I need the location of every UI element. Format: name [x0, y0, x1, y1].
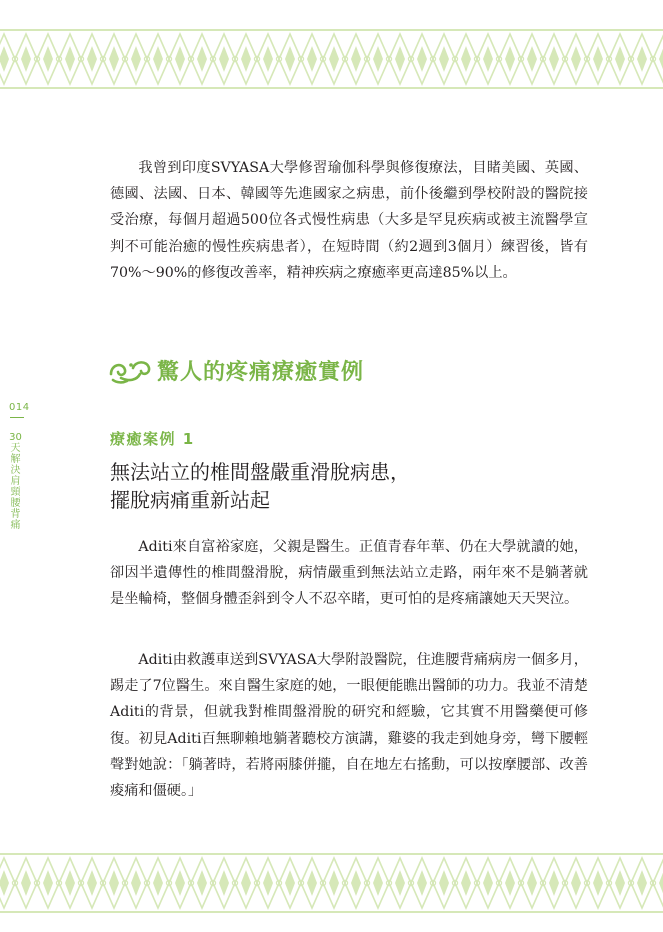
page-number: 014	[9, 402, 30, 413]
section-title: 驚人的疼痛療癒實例	[157, 358, 365, 385]
side-divider	[10, 417, 24, 418]
case-title	[110, 458, 590, 514]
case-title-line-1: 無法站立的椎間盤嚴重滑脫病患，	[110, 460, 410, 484]
body-paragraph-2: Aditi由救護車送到SVYASA大學附設醫院，住進腰背痛病房一個多月，踢走了7位醫生。來自醫生家庭的她，一眼便能瞧出醫師的功力。我並不清楚Aditi的背景，但就我對椎間盤滑脫的研究和經驗，它其實不用醫藥便可修復。初見Aditi百無聊賴地躺著聽校方演講，雞婆的我走到她身旁，彎下腰輕聲對她說：「躺著時，若將兩膝併攏，自在地左右搖動，可以按摩腰部、改善痠痛和僵硬。」	[110, 652, 588, 800]
bottom-decorative-border	[0, 852, 663, 914]
case-label: 療癒案例 1	[110, 430, 195, 448]
intro-paragraph: 我曾到印度SVYASA大學修習瑜伽科學與修復療法，目睹美國、英國、德國、法國、日本、韓國等先進國家之病患，前仆後繼到學校附設的醫院接受治療，每個月超過500位各式慢性病患（大多是罕見疾病或被主流醫學宣判不可能治癒的慢性疾病患者），在短時間（約2週到3個月）練習後，皆有70%～90%的修復改善率，精神疾病之療癒率更高達85%以上。	[110, 160, 588, 281]
section-heading	[107, 353, 364, 387]
running-book-title: 30天解決肩頸腰背痛	[9, 432, 22, 531]
case-title-line-2: 擺脫病痛重新站起	[110, 488, 270, 512]
top-decorative-border	[0, 28, 663, 90]
body-paragraph-1: Aditi來自富裕家庭，父親是醫生。正值青春年華、仍在大學就讀的她，卻因半遺傳性的椎間盤滑脫，病情嚴重到無法站立走路，兩年來不是躺著就是坐輪椅，整個身體歪斜到令人不忍卒睹，更可怕的是疼痛讓她天天哭泣。	[110, 539, 588, 608]
swirl-ornament-icon	[107, 356, 153, 384]
